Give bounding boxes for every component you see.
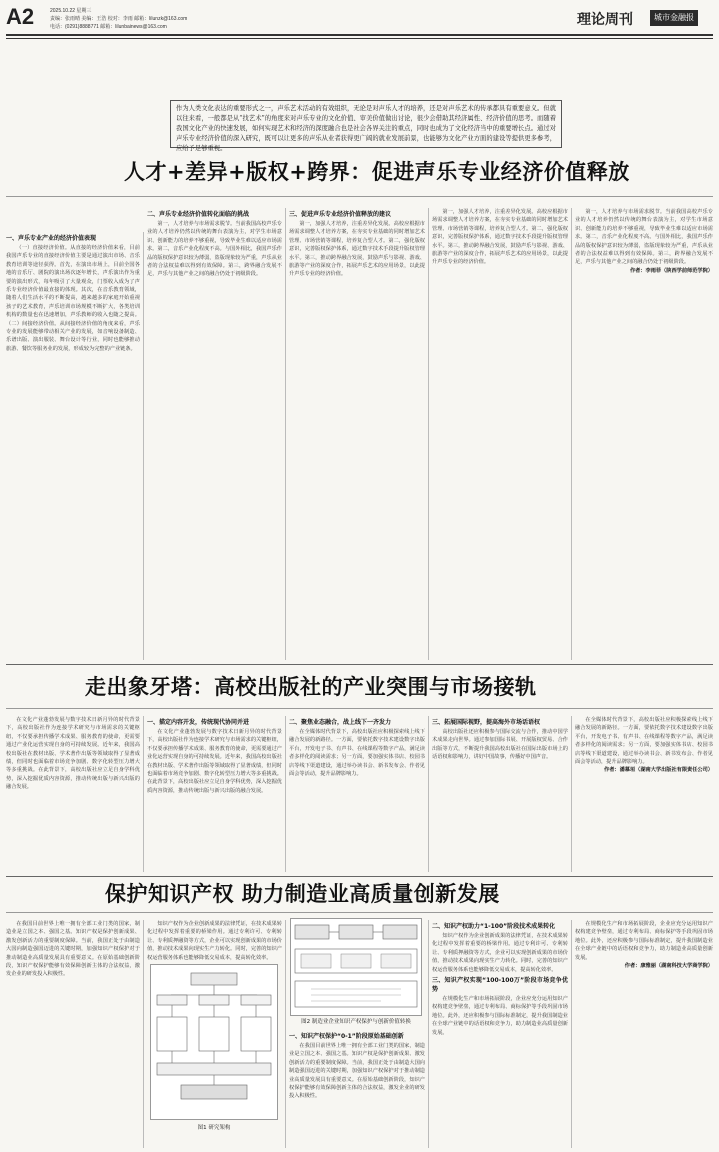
article1-headline: 人才+差异+版权+跨界：促进声乐专业经济价值释放: [124, 160, 630, 184]
article1-section3-body: 第一，加强人才培养，注重差异化发展。高校应根据市场需求调整人才培养方案，在夯实专业基础的同时增加艺术管理、市场营销等课程，培养复合型人才。第二，强化版权意识，完善版权保护体系，通过数字技术手段提升版权管理水平。第三，推动跨界融合发展，鼓励声乐与影视、游戏、旅游等产业的深度合作，拓展声乐艺术的应用场景，以此提升声乐专业的经济价值。: [289, 221, 425, 278]
column-divider: [428, 716, 429, 872]
article1-section1-body: （一）直接经济价值。从直接的经济价值来看，目前我国声乐专业的直接经济价值主要是通过演出市场、音乐教育培训等途径获得。首先，在演出市场上，目前全国各地的音乐厅、剧院的演出场次逐年增长，声乐演出作为重要的演出形式，每年吸引了大量观众，门票收入成为了声乐专业经济价值最直接的体现。其次，在音乐教育领域，随着人们生活水平的不断提高，越来越多的家庭开始重视孩子的艺术教育，声乐培训市场规模不断扩大，各类培训机构的数量也在迅速增加，声乐教师的收入也随之提高。（二）间接经济价值。从间接经济价值的角度来看，声乐专业的发展能够带动相关产业的发展，如音响设备制造、乐谱出版、演出服装、舞台设计等行业，同时也能够推动旅游、餐饮等服务业的发展，形成较为完整的产业链条。: [6, 245, 140, 352]
article2-rule: [6, 708, 713, 709]
section-title: 理论周刊: [577, 11, 633, 27]
article2-column-5: [575, 716, 713, 872]
article3-column-1: [6, 920, 140, 1148]
masthead-rule-thin: [6, 38, 713, 39]
newspaper-logo: 城市金融报: [650, 10, 698, 26]
figure2-ip-value-chain: [290, 918, 422, 1016]
page-number: A2: [6, 4, 35, 29]
article3-section1-title: 一、知识产权保护“0-1”阶段原始基础创新: [289, 1033, 404, 1040]
masthead-rule: [6, 34, 713, 36]
article2-lead-body: 在文化产业蓬勃发展与数字技术日新月异的时代背景下，高校出版社作为连接学术研究与市场需求的关键枢纽，不仅要承担传播学术成果、服务教育的使命，更需要通过产业化运营实现自身的可持续发展。近年来，我国高校出版社在教材出版、学术著作出版等领域取得了显著成绩，但同时也面临着市场竞争加剧、数字化转型压力增大等多重挑战。在此背景下，高校出版社应立足自身学科优势，深入挖掘优质内容资源，推动传统出版与新兴出版的融合发展。: [6, 717, 140, 791]
article1-section3-title: 三、促进声乐专业经济价值释放的建议: [289, 211, 392, 218]
article1-conclusion-body: 第一，人才培养与市场需求脱节。当前我国高校声乐专业的人才培养仍然以传统的舞台表演为主，对学生市场意识、创新能力的培养不够重视，导致毕业生难以适应市场需求。第二，音乐产业化程度不高。与国外相比，我国声乐作品的版权保护意识较为薄弱，盗版现象较为严重，声乐从业者的合法权益难以得到有效保障。第三，跨界融合发展不足，声乐与其他产业之间的融合仍处于初级阶段。: [575, 209, 713, 266]
article2-section1-body: 在文化产业蓬勃发展与数字技术日新月异的时代背景下，高校出版社作为连接学术研究与市场需求的关键枢纽，不仅要承担传播学术成果、服务教育的使命，更需要通过产业化运营实现自身的可持续发展。近年来，我国高校出版社在教材出版、学术著作出版等领域取得了显著成绩，但同时也面临着市场竞争加剧、数字化转型压力增大等多重挑战。在此背景下，高校出版社应立足自身学科优势，深入挖掘优质内容资源，推动传统出版与新兴出版的融合发展。: [147, 729, 282, 794]
article3-author: 作者：康雅丽（湖南科技大学商学院）: [624, 963, 713, 970]
article3-column-4: [432, 920, 568, 1148]
column-divider: [571, 716, 572, 872]
ip-value-chain-diagram-icon: [291, 919, 421, 1015]
issue-date: 2025.10.22 星期三: [50, 8, 92, 14]
article-separator: [6, 664, 713, 665]
article-separator: [6, 876, 713, 877]
article3-headline: 保护知识产权 助力制造业高质量创新发展: [105, 882, 500, 906]
article2-column-2: [147, 716, 282, 872]
article2-section3-body: 高校出版社还应积极参与国际交流与合作，推动中国学术成果走向世界。通过参加国际书展、开展版权贸易、合作出版等方式，不断提升我国高校出版社在国际出版市场上的话语权和影响力，讲好中国故事，传播好中国声音。: [432, 729, 568, 761]
article3-section3-title: 三、知识产权实现“100-100万”阶段市场竞争优势: [432, 977, 568, 994]
article2-section2-body: 在全媒体时代背景下，高校出版社应积极探索线上线下融合发展的新路径。一方面，要依托数字技术建设数字出版平台，开发电子书、有声书、在线课程等数字产品，满足读者多样化的阅读需求；另一方面，要加强实体书店、校园书店等线下渠道建设，通过举办读书会、新书发布会、作者见面会等活动，提升品牌影响力。: [289, 729, 425, 778]
article1-column-2: [147, 208, 282, 660]
article3-section1-body: 在我国目前世界上唯一拥有全部工业门类的国家，制造业是立国之本、强国之基。知识产权是保护创新成果、激发创新活力的重要制度保障。当前，我国正处于由制造大国向制造强国迈进的关键时期，加强知识产权保护对于推动制造业高质量发展具有重要意义。在原始基础创新阶段，知识产权保护能够有效保障创新主体的合法权益，激发企业的研发投入积极性。: [289, 1043, 425, 1100]
article2-section3-title: 三、拓展国际视野，提高海外市场话语权: [432, 719, 541, 726]
article3-section3-body: 在规模化生产和市场拓展阶段，企业应充分运用知识产权构建竞争壁垒，通过专利布局、商标保护等手段巩固市场地位。此外，还应积极参与国际标准制定，提升我国制造业在全球产业链中的话语权和竞争力，助力制造业高质量创新发展。: [432, 996, 568, 1036]
article1-continued-body: 第一，加强人才培养，注重差异化发展。高校应根据市场需求调整人才培养方案，在夯实专业基础的同时增加艺术管理、市场营销等课程，培养复合型人才。第二，强化版权意识，完善版权保护体系，通过数字技术手段提升版权管理水平。第三，推动跨界融合发展，鼓励声乐与影视、游戏、旅游等产业的深度合作，拓展声乐艺术的应用场景，以此提升声乐专业的经济价值。: [432, 209, 568, 266]
article1-column-3: [289, 208, 425, 660]
article2-closing-body: 在全媒体时代背景下，高校出版社应积极探索线上线下融合发展的新路径。一方面，要依托数字技术建设数字出版平台，开发电子书、有声书、在线课程等数字产品，满足读者多样化的阅读需求；另一方面，要加强实体书店、校园书店等线下渠道建设，通过举办读书会、新书发布会、作者见面会等活动，提升品牌影响力。: [575, 717, 713, 766]
article1-column-1: [6, 232, 140, 660]
editor-info: 责编：张雨晴 美编：王浩 校对：李雨 邮箱：lilunzk@163.com: [50, 16, 188, 22]
figure1-caption: 图1 研究架构: [197, 1125, 231, 1131]
column-divider: [285, 208, 286, 660]
article3-column-5: [575, 920, 713, 1148]
article2-column-3: [289, 716, 425, 872]
article1-section1-title: 一、声乐专业产业的经济价值表现: [6, 235, 97, 242]
article1-section2-title: 二、声乐专业经济价值转化面临的挑战: [147, 211, 250, 218]
article2-section2-title: 二、聚焦业态融合，战上线下一齐发力: [289, 719, 392, 726]
article2-column-1: [6, 716, 140, 872]
column-divider: [571, 920, 572, 1148]
article3-rule: [6, 912, 713, 913]
article2-headline: 走出象牙塔：高校出版社的产业突围与市场接轨: [85, 675, 537, 699]
article3-section2-body: 知识产权作为企业创新成果的法律凭证，在技术成果转化过程中发挥着重要的桥梁作用。通过专利许可、专利转让、专利质押融资等方式，企业可以实现创新成果的市场价值，推动技术成果向现实生产力转化。同时，完善的知识产权运营服务体系也能够降低交易成本，提高转化效率。: [432, 933, 568, 973]
column-divider: [428, 208, 429, 660]
column-divider: [143, 716, 144, 872]
article2-column-4: [432, 716, 568, 872]
research-framework-diagram-icon: [151, 965, 277, 1119]
article3-closing-body: 在规模化生产和市场拓展阶段，企业应充分运用知识产权构建竞争壁垒，通过专利布局、商标保护等手段巩固市场地位。此外，还应积极参与国际标准制定，提升我国制造业在全球产业链中的话语权和竞争力，助力制造业高质量创新发展。: [575, 921, 713, 961]
article3-lead-body: 在我国目前世界上唯一拥有全部工业门类的国家，制造业是立国之本、强国之基。知识产权是保护创新成果、激发创新活力的重要制度保障。当前，我国正处于由制造大国向制造强国迈进的关键时期，加强知识产权保护对于推动制造业高质量发展具有重要意义。在原始基础创新阶段，知识产权保护能够有效保障创新主体的合法权益，激发企业的研发投入积极性。: [6, 921, 140, 978]
contact-info: 电话：(0291)8888771 邮箱：lilunbainews@163.com: [50, 24, 167, 30]
column-divider: [143, 920, 144, 1148]
column-divider: [143, 232, 144, 660]
article3-column-3: [289, 1030, 425, 1148]
intro-box: 作为人类文化表达的重要形式之一，声乐艺术活动的有效组织，无论是对声乐人才的培养，还是对声乐艺术的传承都具有重要意义。但就以往来看，一般都是从“找艺术”的角度来对声乐专业的文化价值、审美价值做出讨论，很少会借助其经济属性、经济价值的思考。而随着我国文化产业的快速发展，如何实现艺术和经济的深度融合也是社会各界关注的重点，同时也成为了文化经济当中的重要增长点。通过对声乐专业经济价值的深入研究，既可以让更多的声乐从业者获得更广阔的就业发展前景，也能够为文化产业方面的建设等提供更多参考，应给予足够重视。: [170, 100, 562, 148]
column-divider: [285, 920, 286, 1148]
article1-author: 作者：李雨菲（陕西学前师范学院）: [629, 267, 713, 274]
article3-intro-body: 知识产权作为企业创新成果的法律凭证，在技术成果转化过程中发挥着重要的桥梁作用。通过专利许可、专利转让、专利质押融资等方式，企业可以实现创新成果的市场价值，推动技术成果向现实生产力转化。同时，完善的知识产权运营服务体系也能够降低交易成本，提高转化效率。: [147, 921, 282, 961]
article3-column-2-top: [147, 920, 282, 960]
article3-section2-title: 二、知识产权助力“1-100”阶段技术成果转化: [432, 923, 556, 930]
article1-column-4: [432, 208, 568, 660]
figure1-research-framework: [150, 964, 278, 1120]
figure2-caption: 图2 制造业企业知识产权保护与创新价值转换: [301, 1019, 411, 1025]
column-divider: [285, 716, 286, 872]
article1-section2-body: 第一，人才培养与市场需求脱节。当前我国高校声乐专业的人才培养仍然以传统的舞台表演为主，对学生市场意识、创新能力的培养不够重视，导致毕业生难以适应市场需求。第二，音乐产业化程度不高。与国外相比，我国声乐作品的版权保护意识较为薄弱，盗版现象较为严重，声乐从业者的合法权益难以得到有效保障。第三，跨界融合发展不足，声乐与其他产业之间的融合仍处于初级阶段。: [147, 221, 282, 278]
article2-author: 作者：潘慕垣（湖南大学出版社有限责任公司）: [604, 767, 713, 774]
article1-column-5: [575, 208, 713, 660]
article1-rule: [6, 196, 713, 197]
column-divider: [428, 920, 429, 1148]
column-divider: [571, 208, 572, 660]
article2-section1-title: 一、描定内容开发，传统现代协同并进: [147, 719, 250, 726]
